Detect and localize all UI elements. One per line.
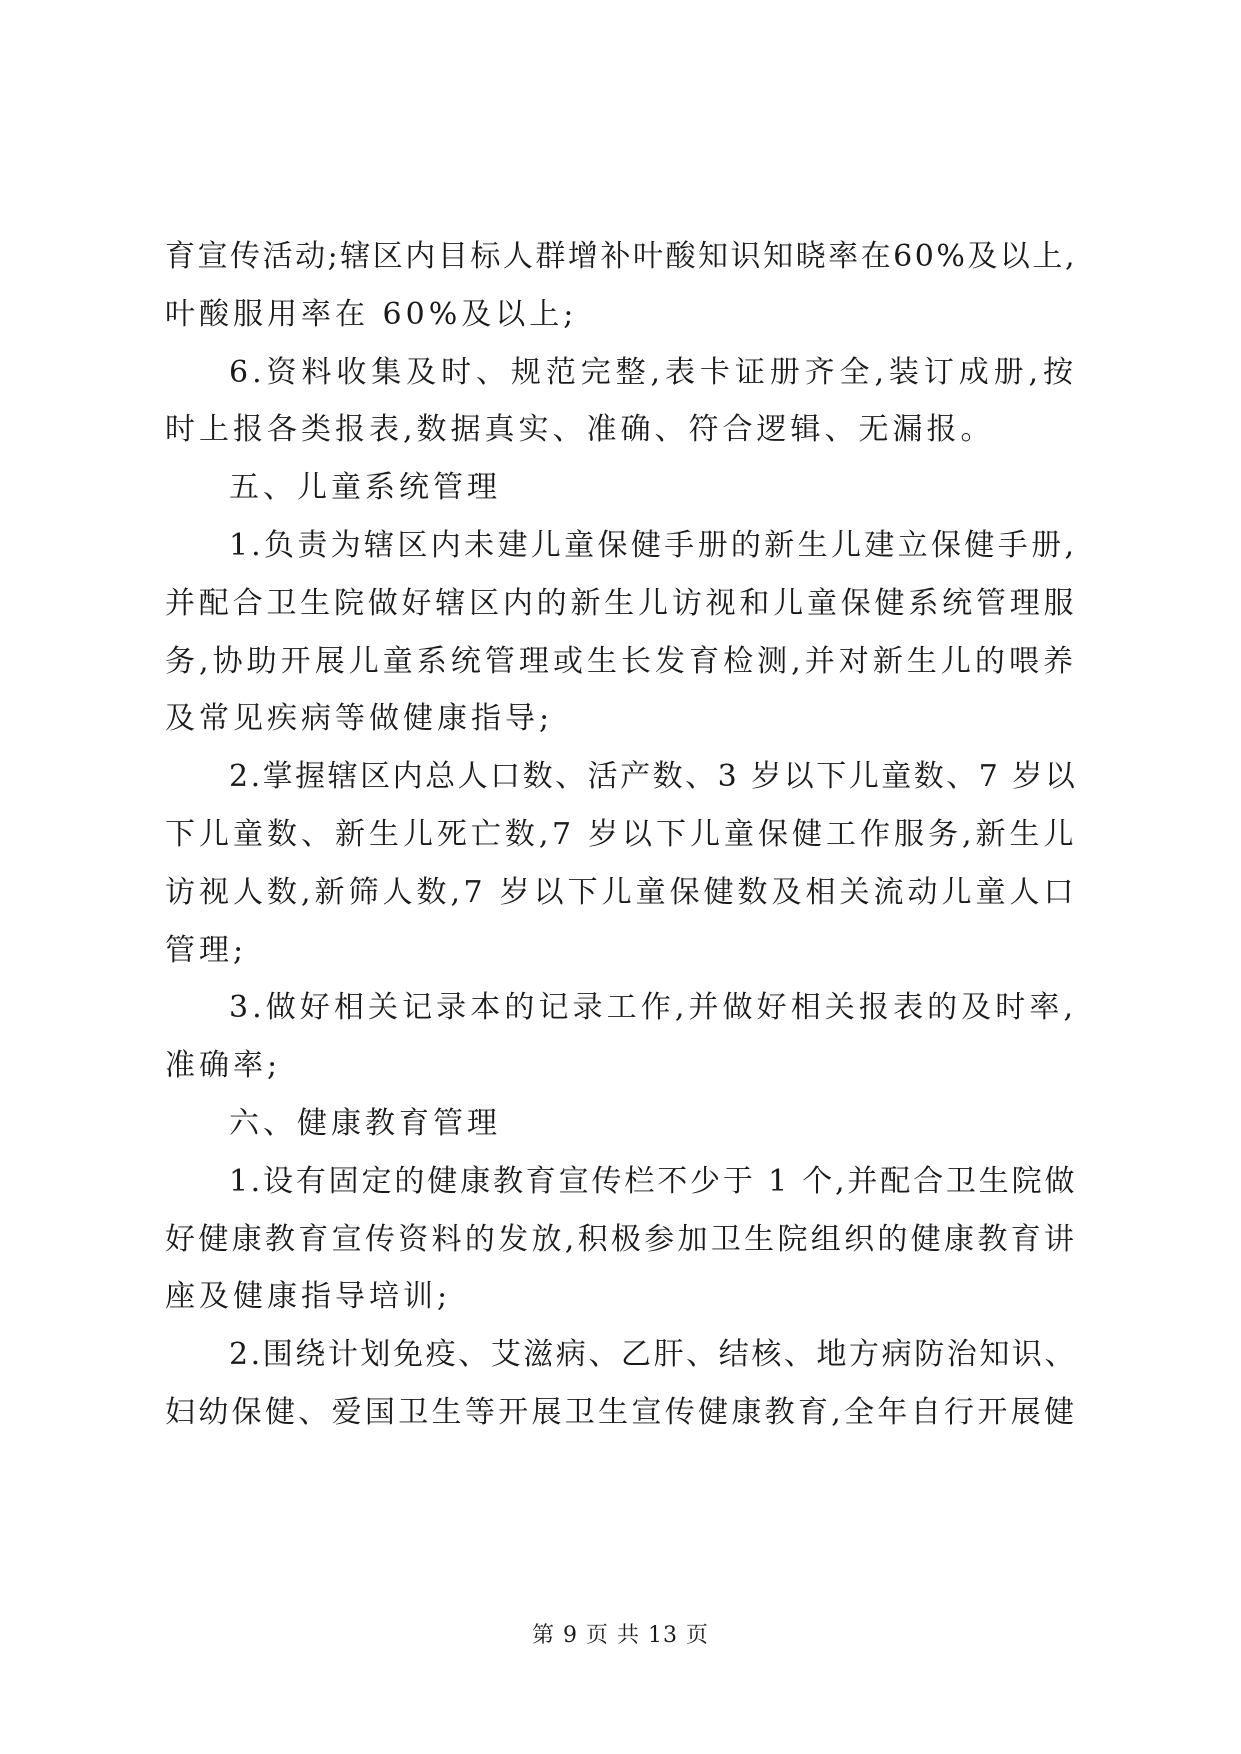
body-line-14: 3.做好相关记录本的记录工作,并做好相关报表的及时率, bbox=[229, 990, 1077, 1026]
body-line-21: 妇幼保健、爱国卫生等开展卫生宣传健康教育,全年自行开展健 bbox=[165, 1394, 1077, 1430]
section-heading-16: 六、健康教育管理 bbox=[229, 1105, 501, 1141]
body-line-4: 时上报各类报表,数据真实、准确、符合逻辑、无漏报。 bbox=[165, 412, 995, 448]
body-line-11: 下儿童数、新生儿死亡数,7 岁以下儿童保健工作服务,新生儿 bbox=[165, 816, 1077, 852]
body-line-18: 好健康教育宣传资料的发放,积极参加卫生院组织的健康教育讲 bbox=[165, 1221, 1077, 1257]
body-line-10: 2.掌握辖区内总人口数、活产数、3 岁以下儿童数、7 岁以 bbox=[229, 759, 1078, 795]
page-number-footer: 第 9 页 共 13 页 bbox=[532, 1623, 709, 1648]
body-line-19: 座及健康指导培训; bbox=[165, 1279, 452, 1315]
body-line-7: 并配合卫生院做好辖区内的新生儿访视和儿童保健系统管理服 bbox=[165, 585, 1077, 621]
body-line-8: 务,协助开展儿童系统管理或生长发育检测,并对新生儿的喂养 bbox=[165, 643, 1077, 679]
body-line-3: 6.资料收集及时、规范完整,表卡证册齐全,装订成册,按 bbox=[229, 354, 1077, 390]
document-body bbox=[165, 228, 1077, 1442]
body-line-6: 1.负责为辖区内未建儿童保健手册的新生儿建立保健手册, bbox=[229, 527, 1077, 563]
body-line-2: 叶酸服用率在 60%及以上; bbox=[165, 296, 578, 332]
body-line-15: 准确率; bbox=[165, 1048, 282, 1084]
body-line-12: 访视人数,新筛人数,7 岁以下儿童保健数及相关流动儿童人口 bbox=[165, 874, 1077, 910]
section-heading-5: 五、儿童系统管理 bbox=[229, 470, 501, 506]
body-line-17: 1.设有固定的健康教育宣传栏不少于 1 个,并配合卫生院做 bbox=[229, 1163, 1077, 1199]
body-line-13: 管理; bbox=[165, 932, 248, 968]
body-line-9: 及常见疾病等做健康指导; bbox=[165, 701, 554, 737]
body-line-1: 育宣传活动;辖区内目标人群增补叶酸知识知晓率在60%及以上, bbox=[165, 239, 1077, 274]
body-line-20: 2.围绕计划免疫、艾滋病、乙肝、结核、地方病防治知识、 bbox=[229, 1337, 1077, 1373]
